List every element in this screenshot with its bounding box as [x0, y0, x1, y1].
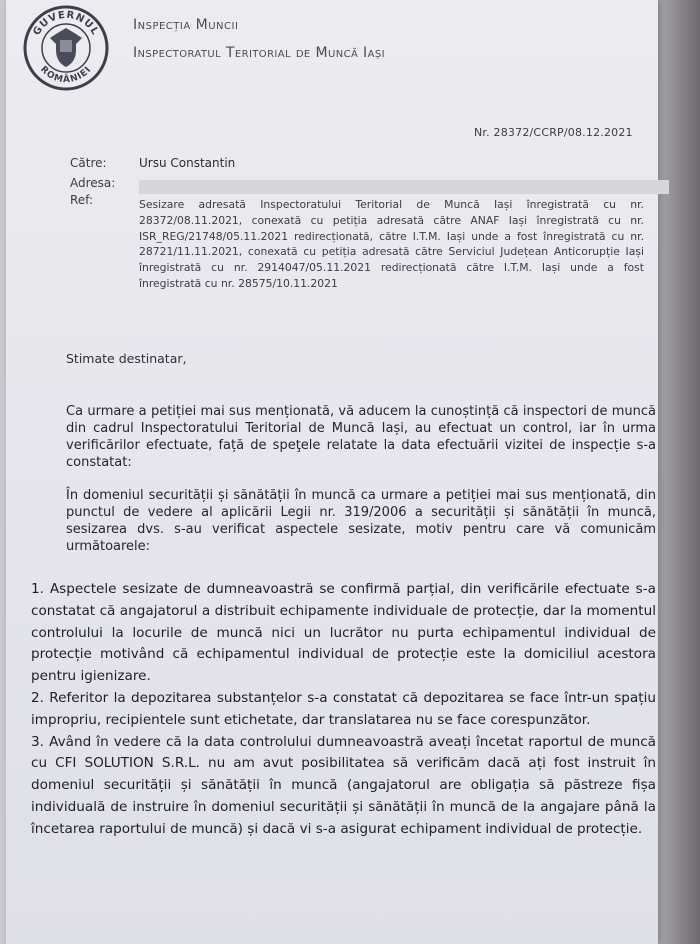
domain-paragraph: În domeniul securității și sănătății în muncă ca urmare a petiției mai sus menționată, din punctul de vedere al aplicării Legii nr. 319/2006 a securității și sănătății în muncă, sesizarea dvs. s-au verificat aspectele sesizate, motiv pentru care vă comunicăm următoarele: [66, 488, 656, 554]
finding-item: 1. Aspectele sesizate de dumneavoastră se confirmă parțial, din verificările efectuate s-a constatat că angajatorul a distribuit echipamente individuale de protecție, dar la momentul controlului la locurile de muncă nici un lucrător nu purta echipamentul individual de protecție motivând că echipamentul individual de protecție este la domiciliul acestora pentru igienizare. [31, 581, 656, 685]
finding-item: 3. Având în vedere că la data controlului dumneavoastră aveați încetat raportul de muncă cu CFI SOLUTION S.R.L. nu am avut posibilitatea să verificăm dacă ați fost instruit în domeniul securității și sănătății în muncă (angajatorul are obligația să păstreze fișa individuală de instruire în domeniul securității și sănătății în muncă de la angajare până la încetarea raportului de muncă) și dacă vi s-a asigurat echipament individual de protecție. [31, 733, 656, 837]
redacted-address [139, 180, 669, 194]
ref-label: Ref: [70, 193, 94, 207]
government-seal-icon [22, 4, 110, 92]
intro-paragraph: Ca urmare a petiției mai sus menționată, vă aducem la cunoștință că inspectori de muncă din cadrul Inspectoratului Teritorial de Muncă Iași, au efectuat un control, iar în urma verificărilor efectuate, față de speţele relatate la data efectuării vizitei de inspecție s-a constatat: [66, 404, 656, 470]
seal-text-top: GUVERNUL [31, 9, 101, 38]
recipient-name: Ursu Constantin [139, 156, 236, 170]
registration-number: Nr. 28372/CCRP/08.12.2021 [474, 126, 633, 139]
findings-list [31, 579, 656, 841]
seal-text-bottom: ROMÂNIEI [38, 64, 94, 86]
institution-name: Inspecția Muncii [133, 17, 239, 33]
greeting: Stimate destinatar, [66, 351, 187, 366]
address-label: Adresa: [70, 176, 116, 190]
background-edge [658, 0, 700, 944]
svg-text:ROMÂNIEI [38, 65, 94, 86]
reference-text: Sesizare adresată Inspectoratului Teritorial de Muncă Iași înregistrată cu nr. 28372/08.11.2021, conexată cu petiția adresată către ANAF Iași înregistrată cu nr. ISR_REG/21748/05.11.2021 redirecționată, către I.T.M. Iași unde a fost înregistrată cu nr. 28721/11.11.2021, conexată cu petiția adresată către Serviciul Județean Anticorupție Iași înregistrată cu nr. 2914047/05.11.2021 redirecționată către I.T.M. Iași unde a fost înregistrată cu nr. 28575/10.11.2021 [139, 198, 644, 290]
to-label: Către: [70, 156, 107, 170]
subdivision-name: Inspectoratul Teritorial de Muncă Iași [133, 45, 385, 61]
document-page [6, 0, 658, 944]
finding-item: 2. Referitor la depozitarea substanțelor s-a constatat că depozitarea se face într-un spațiu impropriu, recipientele sunt etichetate, dar translatarea nu se face corespunzător. [31, 689, 656, 728]
